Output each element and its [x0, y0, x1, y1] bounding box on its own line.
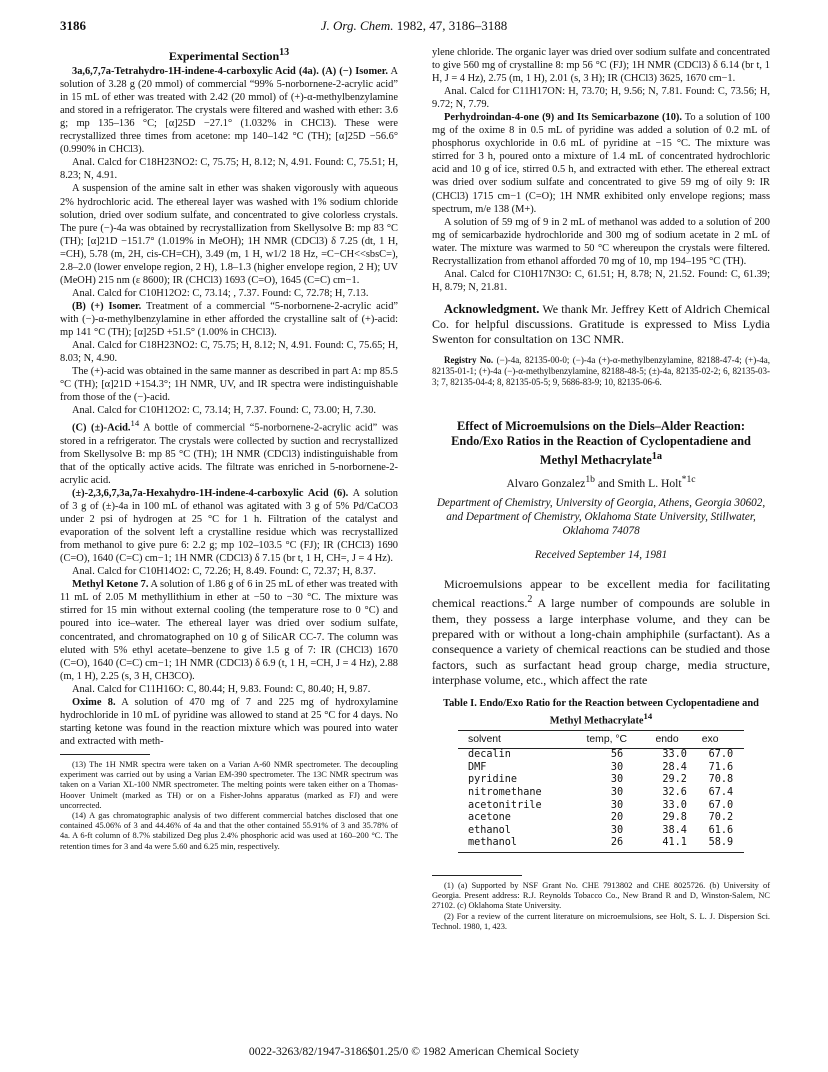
volume-pages: 1982, 47, 3186–3188: [396, 18, 508, 33]
table-title: Table I. Endo/Exo Ratio for the Reaction between Cyclopentadiene and Methyl Methacrylate$^{14}$: [443, 697, 759, 727]
section-heading: Experimental Section$^{13}$: [168, 47, 290, 63]
paragraph: 3a,6,7,7a-Tetrahydro-1H-indene-4-carboxylic Acid (4a). (A) (−) Isomer. A solution of 3.28 g (20 mmol) of commercial “99% 5-norbornene-2-acrylic acid” in 15 mL of ether was treated with 2.42 (20 mmol) of (+)-α-methylbenzylamine and stored in a refrigerator. The crystals were filtered and washed with ether: 3.6 g; mp 135–136 °C; [α]25D −27.1° (1.032% in CHCl3). These were recrystallized three times from acetone: mp 140–142 °C (TH); [α]25D −56.6° (0.990% in CHCl3).: [60, 66, 398, 156]
paragraph: Anal. Calcd for C11H16O: C, 80.44; H, 9.83. Found: C, 80.40; H, 9.87.: [72, 683, 371, 695]
paragraph: A solution of 59 mg of 9 in 2 mL of methanol was added to a solution of 200 mg of semicarbazide hydrochloride and 300 mg of sodium acetate in 2 mL of water. The mixture was warmed to 50 °C whereupon the crystals were filtered. Recrystallization from ethanol afforded 70 mg of 10, mp 194–195 °C (TH).: [432, 216, 770, 267]
footnote-1: (1) (a) Supported by NSF Grant No. CHE 7913802 and CHE 8025726. (b) University of Georgia. Present address: R.J. Reynolds Tobacco Co., New Brand R and D, Winston-Salem, NC 27102. (c) Oklahoma State University.: [432, 880, 770, 911]
footnote-13: (13) The 1H NMR spectra were taken on a Varian A-60 NMR spectrometer. The decoupling experiment was carried out by using a Varian EM-390 spectrometer. The 13C NMR spectrum was taken on a Varian XL-100 NMR spectrometer. The melting points were taken either on a Thomas-Hoover Unimelt (marked as TH) or on a Fisher-Johns apparatus (marked as FJ) and were uncorrected.: [60, 759, 398, 810]
authors: Alvaro Gonzalez$^{1b}$ and Smith L. Holt$^{*1c}$: [506, 473, 696, 490]
received-date: Received September 14, 1981: [534, 548, 668, 561]
paragraph: Anal. Calcd for C18H23NO2: C, 75.75; H, 8.12; N, 4.91. Found: C, 75.51; H, 8.23; N, 4.91.: [60, 157, 398, 182]
table-row: acetonitrile 30 33.0 67.0: [468, 799, 734, 811]
affiliation: Department of Chemistry, University of Georgia, Athens, Georgia 30602, and Department of Chemistry, Oklahoma State University, Stillwater, Oklahoma 74078: [436, 496, 766, 537]
paragraph: A suspension of the amine salt in ether was shaken vigorously with aqueous 2% hydrochloric acid. The ethereal layer was washed with 1% sodium chloride solution, dried over sodium sulfate, and concentrated to give colorless crystals. The pure (−)-4a was obtained by recrystallization from Skellysolve B: mp 83 °C (TH); [α]21D −151.7° (1.019% in MeOH); 1H NMR (CDCl3) δ 7.25 (dt, 1 H, =CH), 5.78 (m, 2H, cis-CH=CH), 3.49 (m, 1 H, w1/2 18 Hz, =C−CH<<sbsC=), 2.8–2.0 (lower envelope region, 2 H), 1.8–1.3 (higher envelope region, 2 H); UV (MeOH) 215 nm (ε 8600); IR (CHCl3) 1693 (C=O), 1645 (C=C) cm−1.: [60, 183, 398, 286]
journal-citation: [60, 18, 768, 34]
paragraph: Anal. Calcd for C10H12O2: C, 73.14; H, 7.37. Found: C, 73.00; H, 7.30.: [72, 405, 376, 417]
table-row: pyridine 30 29.2 70.8: [468, 774, 734, 786]
paragraph: (C) (±)-Acid.$^{14}$ A bottle of commercial “5-norbornene-2-acrylic acid” was stored in a refrigerator. The crystals were collected by suction and recrystallized from Skellysolve B: mp 85 °C (TH); 1H NMR (CDCl3) indistinguishable from that of the optically active acids. The filtrate was enriched in 5-norbornene-2-acrylic acid.: [60, 418, 399, 486]
endo-exo-table: [458, 730, 744, 853]
paragraph: (B) (+) Isomer. Treatment of a commercial “5-norbornene-2-acrylic acid” with (−)-α-methylbenzylamine in ether afforded the crystalline salt of (+)-acid: mp 141 °C (TH); [α]25D +51.5° (1.00% in CHCl3).: [60, 300, 398, 338]
running-head: [60, 18, 768, 38]
table-row: nitromethane 30 32.6 67.4: [468, 787, 734, 798]
article-title: Effect of Microemulsions on the Diels–Alder Reaction: Endo/Exo Ratios in the Reaction of Cyclopentadiene and Methyl Methacrylate$^{1a}$: [451, 418, 751, 467]
paragraph: Anal. Calcd for C10H17N3O: C, 61.51; H, 8.78; N, 21.52. Found: C, 61.39; H, 8.79; N, 21.81.: [432, 268, 770, 293]
copyright-footer: 0022-3263/82/1947-3186$01.25/0 © 1982 American Chemical Society: [248, 1045, 580, 1058]
table-row: methanol 26 41.1 58.9: [458, 837, 744, 852]
footnote-14: (14) A gas chromatographic analysis of two different commercial batches disclosed that one contained 45.06% of 3 and 44.46% of 4a and that the other contained 55.91% of 3 and 35.78% of 4a. A 6-ft column of 8.7% stabilized Deg plus 2.4% phosphoric acid was used at 160–200 °C. The retention times for 3 and 4a were 5.60 and 6.25 min, respectively.: [60, 810, 398, 851]
paragraph: Methyl Ketone 7. A solution of 1.86 g of 6 in 25 mL of ether was treated with 11 mL of 2.05 M methyllithium in ether at −50 to −30 °C. The mixture was stirred for 15 min without external cooling (the temperature rose to 0 °C) and poured into ice–water. The ethereal layer was dried over sodium sulfate, concentrated, and chromatographed on 10 g of SilicAR CC-7. The column was eluted with 5% ethyl acetate–benzene to give 1.5 g of 7: IR (CHCl3) 1670 (C=O), 1640 (C=C) cm−1; 1H NMR (CDCl3) δ 6.9 (t, 1 H, =CH, J = 4 Hz), 2.88 (m, 1 H), 2.25 (s, 3 H, CH3CO).: [60, 579, 399, 682]
table-row: decalin 56 33.0 67.0: [468, 749, 734, 761]
table-row: DMF 30 28.4 71.6: [468, 761, 734, 773]
paragraph: (±)-2,3,6,7,3a,7a-Hexahydro-1H-indene-4-carboxylic Acid (6). A solution of 3 g of (±)-4a in 100 mL of ethanol was agitated with 3 g of 5% Pd/CaCO3 under 2 psi of hydrogen at 25 °C for 1 h. Filtration of the catalyst and evaporation of the solvent left a crystalline residue which was recrystallized from methanol to give pure 6: 2.2 g; mp 102–103.5 °C (FJ); IR (CHCl3) 1690 (C=O), 1640 (C=C) cm−1; 1H NMR (CDCl3) δ 7.15 (br t, 1 H, CH=, J = 4 Hz).: [60, 488, 399, 565]
paragraph: Anal. Calcd for C10H14O2: C, 72.26; H, 8.49. Found: C, 72.37; H, 8.37.: [72, 566, 376, 578]
table-row: acetone 20 29.8 70.2: [468, 812, 734, 824]
footnote-2: (2) For a review of the current literature on microemulsions, see Holt, S. L. J. Dispersion Sci. Technol. 1980, 1, 423.: [432, 911, 770, 931]
right-column: [432, 46, 770, 932]
table-header-row: [458, 731, 744, 749]
table-header: exo: [698, 731, 744, 749]
page-number: 3186: [60, 18, 86, 33]
paragraph: Anal. Calcd for C11H17ON: H, 73.70; H, 9.56; N, 7.81. Found: C, 73.56; H, 9.72; N, 7.79.: [432, 86, 770, 111]
footnote-rule: [432, 875, 522, 876]
table-row: ethanol 30 38.4 61.6: [468, 824, 734, 836]
table-header: solvent: [458, 731, 583, 749]
paragraph: ylene chloride. The organic layer was dried over sodium sulfate and concentrated to give 560 mg of crystalline 8: mp 56 °C (FJ); 1H NMR (CDCl3) δ 6.14 (br t, 1 H, J = 4 Hz), 2.75 (m, 1 H), 2.01 (s, 3 H); IR (CHCl3) 3625, 1670 cm−1.: [432, 47, 770, 85]
footnote-rule: [60, 754, 150, 755]
paragraph: Oxime 8. A solution of 470 mg of 7 and 225 mg of hydroxylamine hydrochloride in 10 mL of pyridine was allowed to stand at 25 °C for 4 days. No starting ketone was found in the reaction mixture which was poured into water and extracted with meth-: [60, 696, 398, 747]
paragraph: The (+)-acid was obtained in the same manner as described in part A: mp 85.5 °C (TH); [α]21D +154.3°; 1H NMR, UV, and IR spectra were indistinguishable from those of the (−)-acid.: [60, 366, 398, 404]
intro-paragraph: Microemulsions appear to be excellent media for facilitating chemical reactions.$^2$ A large number of compounds are soluble in them, they possess a large interphase volume, and they can be prepared with or without a long-chain amphiphile (surfactant). As a consequence a variety of chemical reactions can be studied and those factors, such as surfactant head group charge, media structure, interphase volume, etc., which affect the rate: [432, 576, 770, 688]
journal-name: J. Org. Chem.: [320, 18, 394, 33]
table-header: endo: [651, 731, 697, 749]
paragraph: Anal. Calcd for C18H23NO2: C, 75.75; H, 8.12; N, 4.91. Found: C, 75.65; H, 8.03; N, 4.90.: [60, 340, 398, 365]
paragraph: Anal. Calcd for C10H12O2: C, 73.14; , 7.37. Found: C, 72.78; H, 7.13.: [72, 287, 369, 299]
paragraph: Perhydroindan-4-one (9) and Its Semicarbazone (10). To a solution of 100 mg of the oxime 8 in 0.5 mL of pyridine was added a solution of 0.2 mL of phosphorus oxychloride in 0.6 mL of pyridine at −15 °C. The mixture was stirred for 3 h, poured onto a mixture of 1.4 mL of concentrated hydrochloric acid and 10 g of ice, stirred 0.5 h, and extracted with ether. The ethereal extract was dried over sodium sulfate and concentrated to give 59 mg of oily 9: IR (CHCl3) 1715 cm−1 (C=O); 1H NMR exhibited only envelope regions; mass spectrum, m/e 138 (M+).: [432, 112, 770, 215]
table-header: temp, °C: [583, 731, 652, 749]
left-column: [60, 46, 398, 852]
acknowledgment: Acknowledgment. We thank Mr. Jeffrey Kett of Aldrich Chemical Co. for helpful discussions. Gratitude is expressed to Miss Lydia Swenton for consultation on 13C NMR.: [432, 301, 770, 346]
registry-numbers: Registry No. (−)-4a, 82135-00-0; (−)-4a (+)-α-methylbenzylamine, 82188-47-4; (+)-4a, 82135-01-1; (+)-4a (−)-α-methylbenzylamine, 82188-48-5; (±)-4a, 82135-02-2; 6, 82135-03-3; 7, 82135-04-4; 8, 82135-05-5; 9, 5686-83-9; 10, 82135-06-6.: [432, 354, 770, 388]
